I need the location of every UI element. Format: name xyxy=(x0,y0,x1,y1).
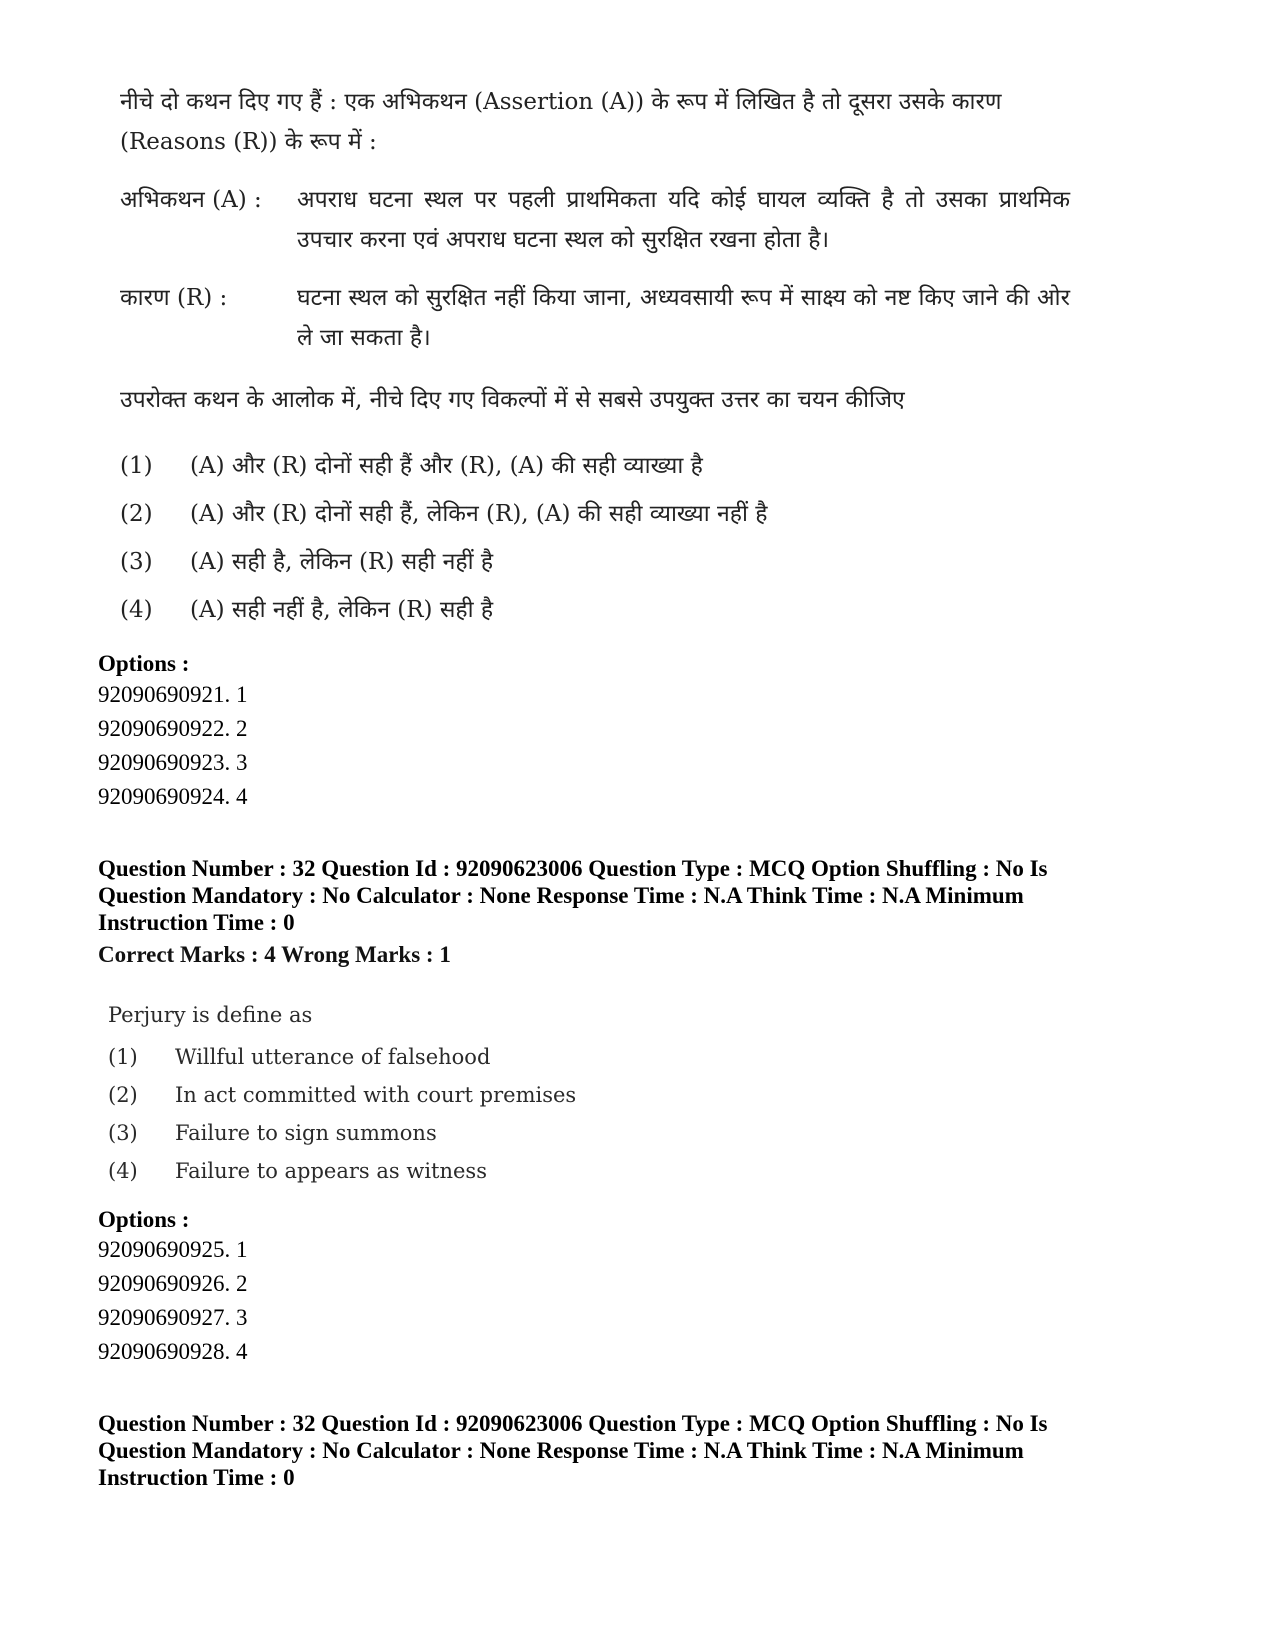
meta-line: Question Number : 32 Question Id : 92090623006 Question Type : MCQ Option Shuffling : No Is xyxy=(98,1411,1048,1436)
option-item: 92090690927. 3 xyxy=(98,1305,248,1330)
choice-item xyxy=(108,1076,576,1114)
question-instruction: उपरोक्त कथन के आलोक में, नीचे दिए गए विकल्पों में से सबसे उपयुक्त उत्तर का चयन कीजिए xyxy=(120,387,905,413)
option-item: 92090690923. 3 xyxy=(98,750,248,775)
question-english xyxy=(108,1000,576,1190)
options-list xyxy=(98,678,248,814)
options-heading: Options : xyxy=(98,1207,190,1232)
option-item: 92090690925. 1 xyxy=(98,1237,248,1262)
choice-text: (A) और (R) दोनों सही हैं, लेकिन (R), (A) की सही व्याख्या नहीं है xyxy=(190,501,768,527)
choice-text: Failure to appears as witness xyxy=(175,1159,487,1183)
choice-text: In act committed with court premises xyxy=(175,1083,577,1107)
assertion-row xyxy=(120,180,1070,260)
choice-text: (A) और (R) दोनों सही हैं और (R), (A) की सही व्याख्या है xyxy=(190,453,703,479)
choice-number: (4) xyxy=(120,597,153,623)
choice-item xyxy=(120,442,1070,490)
reason-text: घटना स्थल को सुरक्षित नहीं किया जाना, अध्यवसायी रूप में साक्ष्य को नष्ट किए जाने की ओर ले जा सकता है। xyxy=(297,285,1070,351)
meta-line: Question Mandatory : No Calculator : None Response Time : N.A Think Time : N.A Minimum xyxy=(98,1438,1024,1463)
question-hindi-assertion-reason xyxy=(120,82,1070,634)
options-list xyxy=(98,1233,248,1369)
choice-text: Willful utterance of falsehood xyxy=(175,1045,491,1069)
assertion-label: अभिकथन (A) : xyxy=(120,187,262,213)
option-item: 92090690928. 4 xyxy=(98,1339,248,1364)
meta-line: Question Number : 32 Question Id : 92090623006 Question Type : MCQ Option Shuffling : No Is xyxy=(98,856,1048,881)
choice-text: (A) सही है, लेकिन (R) सही नहीं है xyxy=(190,549,494,575)
choice-item xyxy=(108,1152,576,1190)
choice-number: (2) xyxy=(120,501,153,527)
options-heading: Options : xyxy=(98,651,190,676)
option-item: 92090690924. 4 xyxy=(98,784,248,809)
reason-label: कारण (R) : xyxy=(120,285,228,311)
marks-line: Correct Marks : 4 Wrong Marks : 1 xyxy=(98,942,451,967)
question-meta xyxy=(98,1410,1148,1491)
question-meta xyxy=(98,855,1148,936)
question-stem: नीचे दो कथन दिए गए हैं : एक अभिकथन (Assertion (A)) के रूप में लिखित है तो दूसरा उसके कारण (Reasons (R)) के रूप में : xyxy=(120,89,1002,155)
option-item: 92090690921. 1 xyxy=(98,682,248,707)
meta-line: Question Mandatory : No Calculator : None Response Time : N.A Think Time : N.A Minimum xyxy=(98,883,1024,908)
meta-line: Instruction Time : 0 xyxy=(98,910,295,935)
choice-item xyxy=(120,538,1070,586)
choice-number: (3) xyxy=(108,1121,138,1145)
choice-list xyxy=(120,442,1070,634)
choice-number: (4) xyxy=(108,1159,138,1183)
choice-number: (1) xyxy=(108,1045,138,1069)
choice-number: (3) xyxy=(120,549,153,575)
choice-item xyxy=(120,586,1070,634)
choice-number: (1) xyxy=(120,453,153,479)
choice-item xyxy=(108,1114,576,1152)
meta-line: Instruction Time : 0 xyxy=(98,1465,295,1490)
assertion-text: अपराध घटना स्थल पर पहली प्राथमिकता यदि कोई घायल व्यक्ति है तो उसका प्राथमिक उपचार करना एवं अपराध घटना स्थल को सुरक्षित रखना होता है। xyxy=(297,187,1070,253)
choice-text: Failure to sign summons xyxy=(175,1121,437,1145)
choice-text: (A) सही नहीं है, लेकिन (R) सही है xyxy=(190,597,494,623)
option-item: 92090690926. 2 xyxy=(98,1271,248,1296)
question-stem: Perjury is define as xyxy=(108,1003,313,1027)
option-item: 92090690922. 2 xyxy=(98,716,248,741)
choice-item xyxy=(108,1038,576,1076)
choice-item xyxy=(120,490,1070,538)
choice-number: (2) xyxy=(108,1083,138,1107)
reason-row xyxy=(120,278,1070,358)
